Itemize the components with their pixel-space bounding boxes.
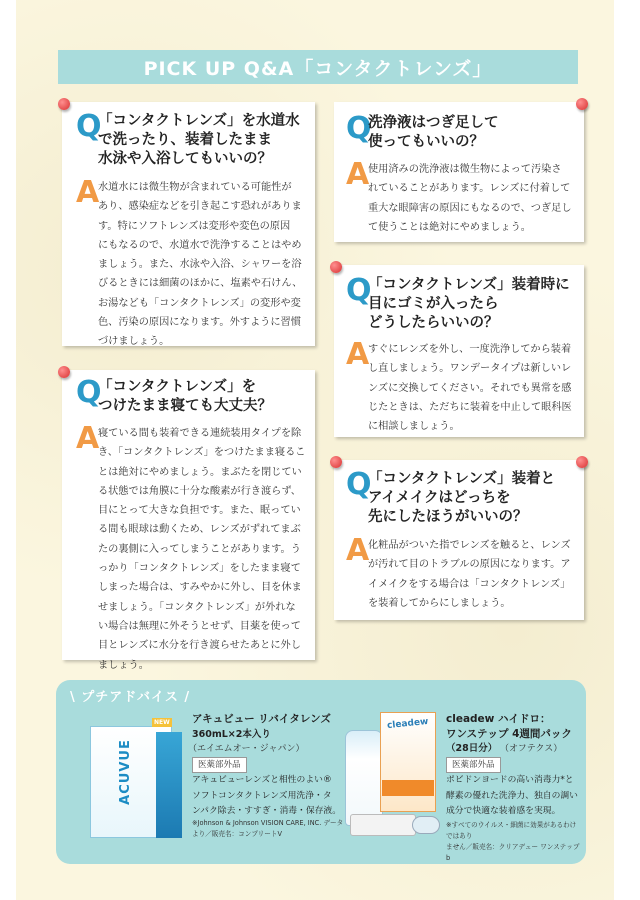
answer-text: 化粧品がついた指でレンズを触ると、レンズ が汚れて目のトラブルの原因になります。ア イメイクをする場合は「コンタクトレンズ」 を装着してからにしましょう。 bbox=[368, 540, 571, 609]
acuvue-logo: ACUVUE bbox=[117, 739, 133, 805]
pushpin-icon bbox=[58, 98, 70, 110]
product-1-size: 360mL×2本入り bbox=[192, 729, 271, 740]
q-icon: Q bbox=[76, 375, 102, 410]
product-2-name: cleadew ハイドロ： ワンステップ 4週間パック bbox=[446, 713, 572, 740]
page-title: PICK UP Q&A「コンタクトレンズ」 bbox=[58, 50, 578, 84]
answer-text: 水道水には微生物が含まれている可能性が あり、感染症などを引き起こす恐れがありま す。特にソフトレンズは変形や変色の原因 にもなるので、水道水で洗浄することはやめ ましょう。また、水泳や入浴、シャワーを浴 びるときには細菌のほかに、塩素や石けん、 お湯なども「コンタクトレンズ」の変形や変 色、汚染の原因になります。外すように習慣 づけましょう。 bbox=[98, 182, 303, 348]
corner-mark bbox=[618, 862, 628, 872]
answer-text: すぐにレンズを外し、一度洗浄してから装着 し直しましょう。ワンデータイプは新しいレ ンズに交換してください。それでも異常を感 じたときは、ただちに装着を中止して眼科医 に相談しましょう。 bbox=[368, 344, 572, 433]
lens-case-image bbox=[412, 816, 440, 834]
advice-title: \ プチアドバイス / bbox=[70, 690, 191, 705]
product-2-note: ※すべてのウイルス・細菌に効果があるわけではあり ません／販売名：クリアデュー ワンステップb bbox=[446, 821, 580, 862]
pushpin-icon bbox=[576, 98, 588, 110]
answer-5 bbox=[346, 533, 571, 613]
product-2-size: （28日分） bbox=[446, 743, 498, 754]
product-1-maker: （エイエムオー・ジャパン） bbox=[188, 744, 305, 754]
pushpin-icon bbox=[58, 366, 70, 378]
cleadew-bottle-image bbox=[345, 730, 383, 826]
answer-text: 使用済みの洗浄液は微生物によって汚染さ れていることがあります。レンズに付着して 重大な眼障害の原因にもなるので、つぎ足し て使うことは絶対にやめましょう。 bbox=[368, 164, 572, 233]
pushpin-icon bbox=[576, 456, 588, 468]
answer-3 bbox=[346, 157, 572, 237]
answer-text: 寝ている間も装着できる連続装用タイプを除 き、「コンタクトレンズ」をつけたまま寝るこ とは絶対にやめましょう。まぶたを閉じてい る状態では角膜に十分な酸素が行き渡らず、 目にとって大きな負担です。また、眠ってい る間も眼球は動くため、レンズがずれてまぶ たの裏側に入ってしまうことがあります。う っかり「コンタクトレンズ」をしたまま寝て しまった場合は、すみやかに外し、目を休ま せましょう。「コンタクトレンズ」が外れな い場合は無理に外そうとせず、目薬を使って 目とレンズに水分を行き渡らせたあとに外し ましょう。 bbox=[98, 428, 306, 671]
question-text: 「コンタクトレンズ」を水道水 で洗ったり、装着したまま 水泳や入浴してもいいの？ bbox=[98, 113, 300, 167]
q-icon: Q bbox=[346, 273, 372, 308]
acuvue-package-side bbox=[156, 732, 182, 838]
question-4 bbox=[346, 273, 570, 333]
q-icon: Q bbox=[76, 109, 102, 144]
cleadew-logo: cleadew bbox=[386, 716, 429, 732]
question-text: 「コンタクトレンズ」装着時に 目にゴミが入ったら どうしたらいいの？ bbox=[368, 277, 570, 331]
a-icon: A bbox=[76, 421, 100, 456]
left-margin-strip bbox=[0, 0, 16, 900]
product-1-badge: 医薬部外品 bbox=[192, 757, 247, 773]
a-icon: A bbox=[76, 175, 100, 210]
new-badge: NEW bbox=[154, 719, 170, 726]
q-icon: Q bbox=[346, 111, 372, 146]
answer-1 bbox=[76, 175, 303, 352]
question-1 bbox=[76, 109, 300, 169]
product-2-badge: 医薬部外品 bbox=[446, 757, 501, 773]
answer-4 bbox=[346, 337, 572, 436]
q-icon: Q bbox=[346, 467, 372, 502]
a-icon: A bbox=[346, 337, 370, 372]
question-text: 「コンタクトレンズ」装着と アイメイクはどっちを 先にしたほうがいいの？ bbox=[368, 471, 556, 525]
tablets-image bbox=[350, 814, 416, 836]
pushpin-icon bbox=[330, 456, 342, 468]
question-2 bbox=[76, 375, 272, 416]
product-1-name: アキュビュー リバイタレンズ bbox=[192, 713, 331, 725]
a-icon: A bbox=[346, 157, 370, 192]
a-icon: A bbox=[346, 533, 370, 568]
right-margin-strip bbox=[614, 0, 640, 900]
product-2-maker: （オフテクス） bbox=[500, 744, 563, 754]
cleadew-box-stripe bbox=[382, 780, 434, 796]
question-5 bbox=[346, 467, 556, 527]
product-1-note: ※Johnson & Johnson VISION CARE, INC. データ より／販売名：コンプリートV bbox=[192, 819, 344, 838]
cleadew-box-image bbox=[380, 712, 436, 812]
pushpin-icon bbox=[330, 261, 342, 273]
question-3 bbox=[346, 111, 499, 152]
product-2-description: ポビドンヨードの高い消毒力*と 酵素の優れた洗浄力、独自の調い 成分で快適な装着感を実現。 bbox=[446, 775, 578, 816]
question-text: 「コンタクトレンズ」を つけたまま寝ても大丈夫？ bbox=[98, 379, 272, 414]
question-text: 洗浄液はつぎ足して 使ってもいいの？ bbox=[368, 115, 499, 150]
answer-2 bbox=[76, 421, 306, 675]
product-1-description: アキュビューレンズと相性のよい® ソフトコンタクトレンズ用洗浄・タ ンパク除去・すすぎ・消毒・保存液。 bbox=[192, 775, 342, 816]
